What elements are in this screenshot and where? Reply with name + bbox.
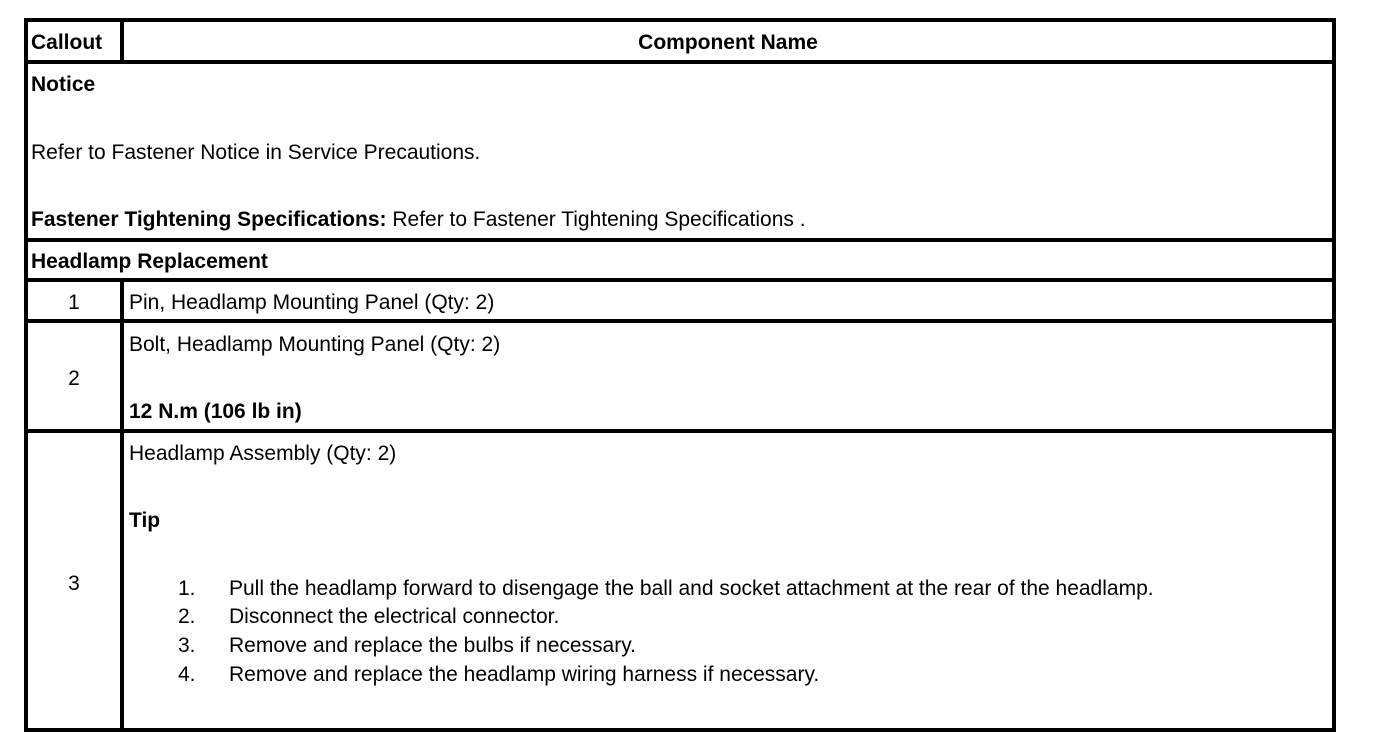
fastener-spec-text: Refer to Fastener Tightening Specifications . <box>386 208 806 231</box>
component-name-header: Component Name <box>638 31 818 54</box>
step-text: Remove and replace the headlamp wiring harness if necessary. <box>229 663 820 686</box>
row-divider <box>28 238 1332 242</box>
row-divider <box>28 60 1332 64</box>
row-divider <box>28 278 1332 282</box>
step-number: 2. <box>178 605 196 628</box>
fastener-spec-label: Fastener Tightening Specifications: <box>31 208 387 231</box>
row-callout: 1 <box>68 291 80 314</box>
step-text: Disconnect the electrical connector. <box>229 605 560 628</box>
row-divider <box>28 319 1332 323</box>
row-component-name: Headlamp Assembly (Qty: 2) <box>129 442 397 465</box>
fastener-spec <box>31 208 806 232</box>
callout-header: Callout <box>31 31 103 54</box>
section-title: Headlamp Replacement <box>31 250 268 273</box>
step-text: Pull the headlamp forward to disengage the ball and socket attachment at the rear of the headlamp. <box>229 577 1154 600</box>
step-number: 1. <box>178 577 196 600</box>
row-divider <box>28 429 1332 433</box>
row-callout: 2 <box>68 367 80 390</box>
component-table <box>24 18 1336 732</box>
tip-title: Tip <box>129 509 161 532</box>
torque-spec: 12 N.m (106 lb in) <box>129 400 302 423</box>
step-text: Remove and replace the bulbs if necessary. <box>229 634 636 657</box>
column-divider <box>120 278 124 732</box>
step-number: 3. <box>178 634 196 657</box>
notice-title: Notice <box>31 73 96 96</box>
row-component-name: Bolt, Headlamp Mounting Panel (Qty: 2) <box>129 333 501 356</box>
row-component-name: Pin, Headlamp Mounting Panel (Qty: 2) <box>129 291 495 314</box>
notice-text: Refer to Fastener Notice in Service Precautions. <box>31 141 481 164</box>
row-callout: 3 <box>68 572 80 595</box>
step-number: 4. <box>178 663 196 686</box>
